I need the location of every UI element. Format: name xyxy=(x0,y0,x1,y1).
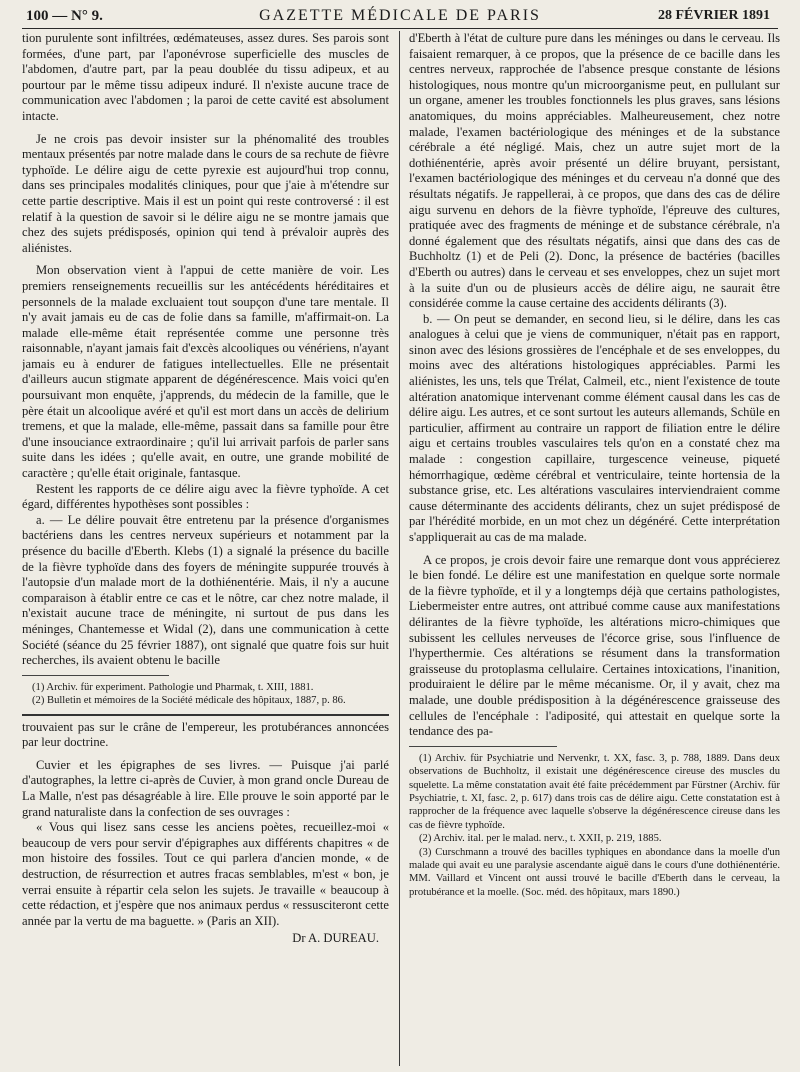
footnote: (2) Bulletin et mémoires de la Société médicale des hôpitaux, 1887, p. 86. xyxy=(32,695,346,707)
paragraph: A ce propos, je crois devoir faire une remarque dont vous apprécierez le bien fondé. Le délire est une manifestation en quelque sorte normale de la fièvre typhoïde, et il y a longtemps déjà que certains pathologistes, Liebermeister entre autres, ont attribué comme cause aux manifestations délirantes de la fièvre typhoïde, les altérations micro-chimiques que subissent les cellules nerveuses de l'écorce grise, sous l'influence de l'hyperthermie. Ces altérations se résument dans la transformation graisseuse du protoplasma cellulaire. Certaines intoxications, l'inanition, produiraient le délire par le même mécanisme. Or, il y avait, chez ma malade, une double prédisposition à la dégénérescence graisseuse des cellules de l'encéphale : l'adiposité, qui attestait en quelque sorte la tendance des pa- xyxy=(409,552,780,739)
footnote: (3) Curschmann a trouvé des bacilles typhiques en abondance dans la moelle d'un malade qui avait eu une paralysie ascendante aiguë dans le cours d'une dothiénentérie. MM. Vaillard et Vincent ont aussi trouvé le bacille d'Eberth dans le cerveau, la protubérance et la moelle. (Soc. méd. des hôpitaux, mars 1890.) xyxy=(409,846,780,898)
author-signature: Dr A. DUREAU. xyxy=(292,931,379,946)
footnote: (1) Archiv. für experiment. Pathologie und Pharmak, t. XIII, 1881. xyxy=(32,681,314,693)
quotation: « Vous qui lisez sans cesse les anciens poètes, recueillez-moi « beaucoup de vers pour servir d'épigraphes aux différents chapitres « de mon histoire des fossiles. Tout ce qui parlera d'ancien monde, « de destruction, de résurrection et autres fracas semblables, m'est « bon, je verrai ensuite à répartir cela selon les sujets. Je travaille « beaucoup à cette rédaction, et j'espère que nos animaux perdus « ressusciteront cette année par la vertu de ma baguette. » (Paris an XII). xyxy=(22,820,389,928)
footnote-rule xyxy=(409,746,557,747)
paragraph: d'Eberth à l'état de culture pure dans les méninges ou dans le cerveau. Ils faisaient remarquer, à ce propos, que la présence de ce bacille dans les centres nerveux, rapprochée de l'absence presque constante de lésions histologiques, nous montre qu'un microorganisme peut, en pullulant sur un organe, amener les troubles fonctionnels les plus graves, sans lésions anatomiques, du moins appréciables. Malheureusement, chez notre malade, l'examen bactériologique des méninges et de la substance cérébrale a été négligé. Mais, chez un autre sujet mort de la dothiénentérie, après avoir présenté un délire bruyant, persistant, l'examen bactériologique des méninges et du cerveau n'a donné que des résultats négatifs. Je rappellerai, à ce propos, que dans des cas de délire aigu survenu en dehors de la fièvre typhoïde, l'épreuve des cultures, pratiquée avec des fragments de méninge et de substance cérébrale, n'a donné également que des résultats négatifs, ainsi que dans des cas de Buchholtz (1) et de Peli (2). Donc, la présence de bactéries (bacilles d'Eberth ou autres) dans le cerveau et ses enveloppes, chez un sujet mort à la suite d'un ou de plusieurs accès de délire aigu, ne saurait être considérée comme la cause certaine des accidents délirants (3). xyxy=(409,31,780,311)
journal-title: GAZETTE MÉDICALE DE PARIS xyxy=(259,7,541,24)
footnote-rule xyxy=(22,675,169,676)
page-header xyxy=(22,4,778,29)
footnotes xyxy=(409,752,780,899)
left-column xyxy=(22,31,389,1066)
paragraph: Cuvier et les épigraphes de ses livres. — Puisque j'ai parlé d'autographes, la lettre ci-après de Cuvier, à mon grand oncle Dureau de La Malle, n'est pas désagréable à lire. Elle prouve le soin apporté par le grand naturaliste dans la confection de ses ouvrages : xyxy=(22,757,389,819)
footnote: (2) Archiv. ital. per le malad. nerv., t. XXII, p. 219, 1885. xyxy=(419,833,662,845)
column-divider xyxy=(399,31,400,1066)
paragraph: a. — Le délire pouvait être entretenu par la présence d'organismes bactériens dans les centres nerveux supérieurs et notamment par la présence du bacille d'Eberth. Klebs (1) a signalé la présence du bacille de la fièvre typhoïde dans des foyers de méningite suppurée trouvés à l'autopsie d'un malade mort de la dothiénentérie. Mais, il n'y a aucune comparaison à établir entre ce cas et le nôtre, car chez notre malade, il n'existait aucune trace de méningite, ni surtout de pus dans les méninges, Chantemesse et Widal (2), dans une communication à cette Société (séance du 25 février 1887), ont signalé que quatre fois sur huit recherches, ils avaient obtenu le bacille xyxy=(22,512,389,668)
right-column xyxy=(409,31,780,1066)
footnotes xyxy=(22,681,389,708)
footnote: (1) Archiv. für Psychiatrie und Nervenkr, t. XX, fasc. 3, p. 788, 1889. Dans deux observations de Buchholtz, il existait une dégénérescence cireuse des muscles du squelette. La même constatation avait été faite précédemment par Fürstner (Archiv. für Psychiatrie, t. XI, fasc. 2, p. 617) dans trois cas de délire aigu. Cette constatation est à rapprocher de la fréquence avec laquelle s'observe la dégénérescence cireuse dans les cas de fièvre typhoïde. xyxy=(409,752,780,831)
page-number: 100 — N° 9. xyxy=(26,8,103,24)
paragraph: b. — On peut se demander, en second lieu, si le délire, dans les cas analogues à celui que je viens de communiquer, n'était pas en rapport, sinon avec des lésions grossières de l'encéphale et de ses enveloppes, du moins avec des altérations histologiques appréciables. Parmi les aliénistes, les uns, tels que Trélat, Calmeil, etc., nient l'existence de toute altération anatomique intervenant comme élément causal dans les cas de délire aigu. Les autres, et ce sont surtout les auteurs allemands, Schüle en particulier, affirment au contraire un rapport de filiation entre le délire aigu et certains troubles vasculaires tels qu'on en a constaté chez ma malade : congestion capillaire, turgescence veineuse, piqueté hémorrhagique, œdème cérébral et ventriculaire, teinte hortensia de la substance grise, etc. Les altérations vasculaires interviendraient comme cause déterminante des accidents délirants, chez un sujet prédisposé de par l'hérédité morbide, en un mot chez un dégénéré. Cette interprétation s'appliquerait au cas de ma malade. xyxy=(409,311,780,544)
paragraph: tion purulente sont infiltrées, œdémateuses, assez dures. Ses parois sont formées, d'une part, par l'aponévrose superficielle des muscles de l'abdomen, d'autre part, par la peau doublée du tissu adipeux, et au pourtour par le même tissu adipeux induré. Il n'existe aucune trace de communication avec l'abdomen ; la paroi de cette cavité est absolument intacte. xyxy=(22,31,389,123)
section-separator xyxy=(22,714,389,716)
paragraph: Je ne crois pas devoir insister sur la phénomalité des troubles mentaux présentés par notre malade dans le cours de sa rechute de fièvre typhoïde. Le délire aigu de cette pyrexie est aujourd'hui trop connu, dans ses principales modalités cliniques, pour que j'aie à m'étendre sur cette partie descriptive. Mais il est un point qui reste controversé : il est relatif à la question de savoir si le délire aigu ne se montre jamais que chez des sujets prédisposés, opinion qui tend à prévaloir auprès des aliénistes. xyxy=(22,131,389,255)
paragraph: trouvaient pas sur le crâne de l'empereur, les protubérances annoncées par leur doctrine. xyxy=(22,719,389,750)
paragraph: Mon observation vient à l'appui de cette manière de voir. Les premiers renseignements recueillis sur les antécédents héréditaires et personnels de la malade excluaient tout soupçon d'une tare mentale. Il n'y avait jamais eu de cas de folie dans sa famille, m'affirmait-on. La malade elle-même était représentée comme une personne très raisonnable, n'ayant jamais fait d'excès alcooliques ou vénériens, n'ayant jamais eu à endurer de fatigues intellectuelles. Elle ne présentait d'ailleurs aucun stigmate apparent de dégénérescence. Mais voici qu'en poursuivant mon enquête, j'apprends, du médecin de la famille, que le père était un alcoolique avéré et qu'il est mort dans un accès de delirium tremens, et que la malade, elle-même, passait dans sa famille pour être d'une insouciance extraordinaire ; qu'il lui arrivait parfois de parler sans suite dans les idées ; qu'elle avait, en outre, une grande mobilité de caractère ; qu'elle était originale, fantasque. xyxy=(22,263,389,481)
paragraph: Restent les rapports de ce délire aigu avec la fièvre typhoïde. A cet égard, différentes hypothèses sont possibles : xyxy=(22,481,389,512)
issue-date: 28 FÉVRIER 1891 xyxy=(657,8,770,23)
